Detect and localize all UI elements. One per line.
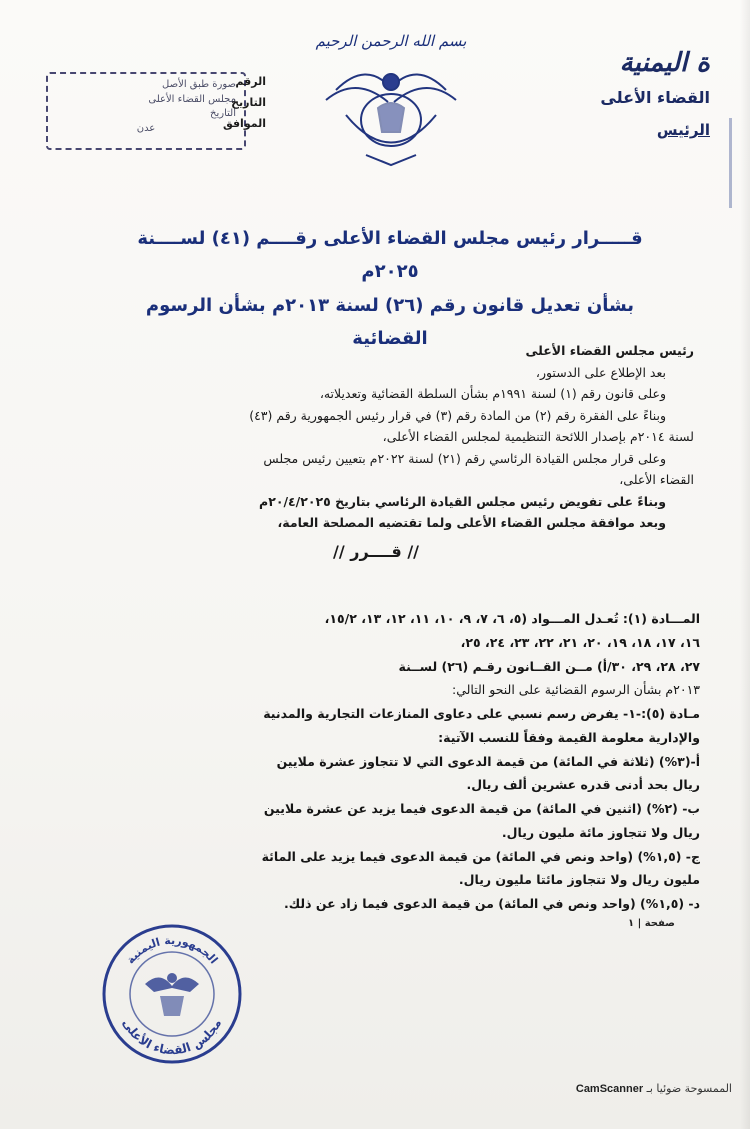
article-5-item-d: د- (١,٥%) (واحد ونص في المائة) من قيمة الدعوى فيما زاد عن ذلك. [284,896,700,911]
article-5-item-c: مليون ريال ولا تتجاوز مائتا مليون ريال. [458,872,700,888]
camscanner-brand: CamScanner [575,1083,644,1095]
page-number: صفحة | ١ [628,918,675,929]
article-5-item-b: ريال ولا تتجاوز مائة مليون ريال. [501,824,700,840]
article-5-line: مـادة (٥):-١- يفرض رسم نسبي على دعاوى المنازعات التجارية والمدنية [263,706,700,721]
preamble-line: لسنة ٢٠١٤م بإصدار اللائحة التنظيمية لمجلس القضاء الأعلى، [382,429,694,444]
header-country: ة اليمنية [619,48,710,78]
stamp-line: التاريخ [210,108,236,119]
header-institution [510,48,710,139]
article-1-line: المـــادة (١): تُعـدل المـــواد (٥، ٦، ٧، ٩، ١٠، ١١، ١٢، ١٣، ١٥/٢، [324,611,700,626]
seal-top-text: الجمهورية اليمنية [123,933,221,967]
preamble-line: وبعد موافقة مجلس القضاء الأعلى ولما تقتضيه المصلحة العامة، [277,515,666,530]
reference-labels [186,72,266,135]
decision-title [110,222,670,355]
seal-emblem-icon [100,922,245,1067]
title-line-1: قـــــرار رئيس مجلس القضاء الأعلى رقــــم (٤١) لســــنة ٢٠٢٥م [137,228,643,283]
article-5-item-a: أ-(٣%) (ثلاثة في المائة) من قيمة الدعوى التي لا تتجاوز عشرة ملايين [276,753,700,769]
article-5-item-b: ب- (٢%) (اثنين في المائة) من قيمة الدعوى فيما يزيد عن عشرة ملايين [263,801,700,816]
articles [50,608,700,917]
article-1-line: ٢٠١٣م بشأن الرسوم القضائية على النحو التالي: [451,682,700,698]
article-1-line: ٢٧، ٢٨، ٢٩، ٣٠/أ) مــن القــانون رقـم (٢٦) لســنة [398,658,700,674]
preamble-line: وعلى قرار مجلس القيادة الرئاسي رقم (٢١) لسنة ٢٠٢٢م بتعيين رئيس مجلس [263,450,666,466]
preamble-line: القضاء الأعلى، [619,472,694,487]
header-council: القضاء الأعلى [600,88,710,107]
article-5-line: والإدارية معلومة القيمة وفقاً للنسب الآتية: [438,729,700,745]
scan-mark [729,118,732,208]
footer-prefix: الممسوحة ضوئيا بـ [646,1082,732,1095]
preamble-line: رئيس مجلس القضاء الأعلى [525,343,694,358]
preamble-line: وعلى قانون رقم (١) لسنة ١٩٩١م بشأن السلطة القضائية وتعديلاته، [319,386,666,401]
article-1-line: ١٦، ١٧، ١٨، ١٩، ٢٠، ٢١، ٢٢، ٢٣، ٢٤، ٢٥، [460,634,700,650]
preamble-line: وبناءً على تفويض رئيس مجلس القيادة الرئاسي بتاريخ ٢٠/٤/٢٠٢٥م [259,493,666,509]
scanner-footer [576,1082,732,1095]
label-number: الرقم [235,75,266,88]
title-line-2: بشأن تعديل قانون رقم (٢٦) لسنة ٢٠١٣م بشأن الرسوم القضائية [145,294,635,349]
label-corresponding: الموافق [222,116,266,130]
article-5-item-a: ريال بحد أدنى قدره عشرين ألف ريال. [466,777,700,793]
decision-heading: // قــــرر // [332,541,420,561]
stamp-line: مجلس القضاء الأعلى [148,93,236,105]
scan-edge-shadow [740,0,750,1129]
yemen-emblem [296,20,486,180]
label-date: التاريخ [231,95,266,109]
seal-bottom-text: مجلس القضاء الأعلى [119,1016,225,1058]
preamble-line: بعد الإطلاع على الدستور، [535,364,666,380]
header-president: الرئيس [656,121,710,139]
eagle-emblem-icon [296,20,486,180]
stamp-line: صورة طبق الأصل [162,79,236,90]
bismillah-text: بسم الله الرحمن الرحيم [315,32,467,50]
preamble [58,340,694,575]
preamble-line: وبناءً على الفقرة رقم (٢) من المادة رقم (٣) في قرار رئيس الجمهورية رقم (٤٣) [249,407,666,423]
article-5-item-c: ج- (١,٥%) (واحد ونص في المائة) من قيمة الدعوى فيما يزيد على المائة [261,848,700,864]
stamp-line: عدن [136,122,156,134]
council-seal [100,922,245,1067]
